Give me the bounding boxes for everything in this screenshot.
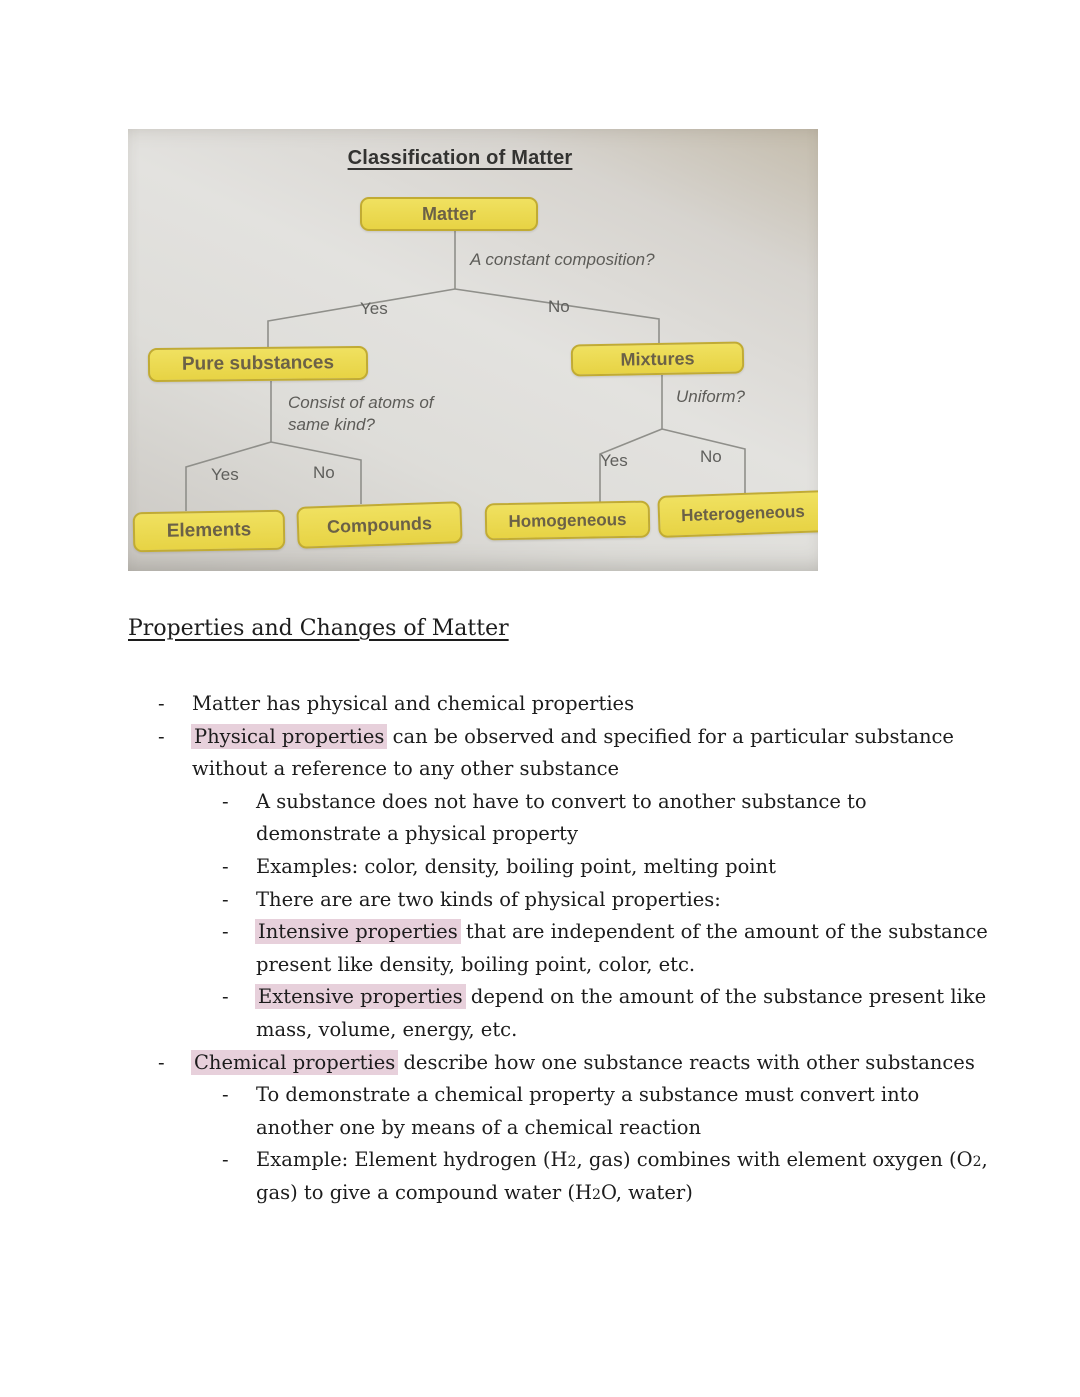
- text-run: mass, volume, energy, etc.: [256, 1017, 518, 1041]
- text-run: 2: [972, 1154, 982, 1171]
- flowchart-node-pure-substances: Pure substances: [148, 346, 368, 382]
- list-item-line: [128, 981, 1028, 1014]
- text-run: present like density, boiling point, color, etc.: [256, 952, 696, 976]
- list-item-line: [128, 721, 1028, 754]
- list-item-line: [128, 949, 1028, 982]
- list-item-line: [128, 786, 1028, 819]
- flowchart-node-mixtures: Mixtures: [571, 341, 745, 376]
- list-item-line: [128, 688, 1028, 721]
- text-run: Matter has physical and chemical properties: [192, 692, 635, 715]
- bullet-dash: -: [222, 789, 229, 813]
- list-item-line: [128, 818, 1028, 851]
- flowchart-question-composition: A constant composition?: [470, 250, 655, 269]
- list-item-line: [128, 884, 1028, 917]
- list-item: [128, 1079, 1028, 1144]
- list-item: [128, 786, 1028, 851]
- list-item: [128, 1047, 1028, 1080]
- highlighted-term: Physical properties: [191, 724, 387, 749]
- list-item-line: [128, 851, 1028, 884]
- flowchart-node-compounds: Compounds: [296, 501, 462, 549]
- flowchart-branch-label-yes: Yes: [360, 299, 388, 318]
- bullet-dash: -: [222, 1148, 229, 1172]
- text-run: that are independent of the amount of the substance: [459, 920, 988, 944]
- bullet-dash: -: [158, 724, 165, 748]
- text-run: Examples: color, density, boiling point, melting point: [256, 854, 776, 878]
- classification-of-matter-image[interactable]: [128, 129, 818, 571]
- flowchart-title: Classification of Matter: [347, 147, 573, 169]
- highlighted-term: Intensive properties: [255, 919, 461, 944]
- bullet-dash: -: [158, 1050, 165, 1074]
- bullet-dash: -: [158, 692, 165, 715]
- notes-section: [128, 612, 1028, 1210]
- list-item-line: [128, 1177, 1028, 1210]
- list-item: [128, 688, 1028, 721]
- text-run: without a reference to any other substance: [192, 757, 620, 781]
- flowchart-branch-label-yes: Yes: [600, 451, 628, 470]
- flowchart-branch-label-no: No: [548, 297, 570, 316]
- text-run: Example: Element hydrogen (H: [256, 1148, 568, 1172]
- text-run: depend on the amount of the substance present like: [464, 985, 987, 1009]
- highlighted-term: Extensive properties: [255, 984, 466, 1009]
- flowchart-node-elements: Elements: [133, 510, 286, 553]
- notes-list: [128, 688, 1028, 1210]
- text-run: 2: [592, 1186, 601, 1203]
- list-item: [128, 1144, 1028, 1209]
- list-item-line: [128, 1014, 1028, 1047]
- text-run: ,: [981, 1148, 988, 1172]
- bullet-dash: -: [222, 887, 229, 911]
- flowchart-branch-label-no: No: [700, 447, 722, 466]
- bullet-dash: -: [222, 854, 229, 878]
- list-item-line: [128, 916, 1028, 949]
- flowchart-question-atoms: Consist of atoms of same kind?: [288, 393, 434, 434]
- flowchart-node-heterogeneous: Heterogeneous: [657, 490, 818, 538]
- list-item-line: [128, 1047, 1028, 1080]
- flowchart-branch-label-no: No: [313, 463, 335, 482]
- text-run: There are are two kinds of physical properties:: [256, 887, 721, 911]
- text-run: another one by means of a chemical reaction: [256, 1115, 702, 1139]
- list-item: [128, 916, 1028, 981]
- text-run: gas) to give a compound water (H: [256, 1180, 592, 1204]
- list-item: [128, 721, 1028, 786]
- flowchart-node-matter: Matter: [360, 197, 538, 231]
- text-run: describe how one substance reacts with other substances: [397, 1050, 975, 1074]
- flowchart-branch-label-yes: Yes: [211, 465, 239, 484]
- text-run: demonstrate a physical property: [256, 822, 579, 846]
- flowchart-question-uniform: Uniform?: [676, 387, 745, 406]
- text-run: O, water): [600, 1180, 693, 1204]
- text-run: A substance does not have to convert to another substance to: [256, 789, 867, 813]
- bullet-dash: -: [222, 1083, 229, 1107]
- list-item: [128, 851, 1028, 884]
- text-run: 2: [567, 1154, 577, 1171]
- bullet-dash: -: [222, 920, 229, 944]
- list-item-line: [128, 753, 1028, 786]
- list-item-line: [128, 1079, 1028, 1112]
- text-run: can be observed and specified for a particular substance: [386, 724, 954, 748]
- flowchart-node-homogeneous: Homogeneous: [485, 501, 651, 541]
- list-item-line: [128, 1112, 1028, 1145]
- highlighted-term: Chemical properties: [191, 1050, 398, 1075]
- text-run: , gas) combines with element oxygen (O: [576, 1148, 973, 1172]
- list-item-line: [128, 1144, 1028, 1177]
- list-item: [128, 884, 1028, 917]
- list-item: [128, 981, 1028, 1046]
- section-heading: Properties and Changes of Matter: [128, 616, 509, 641]
- bullet-dash: -: [222, 985, 229, 1009]
- text-run: To demonstrate a chemical property a substance must convert into: [256, 1083, 920, 1107]
